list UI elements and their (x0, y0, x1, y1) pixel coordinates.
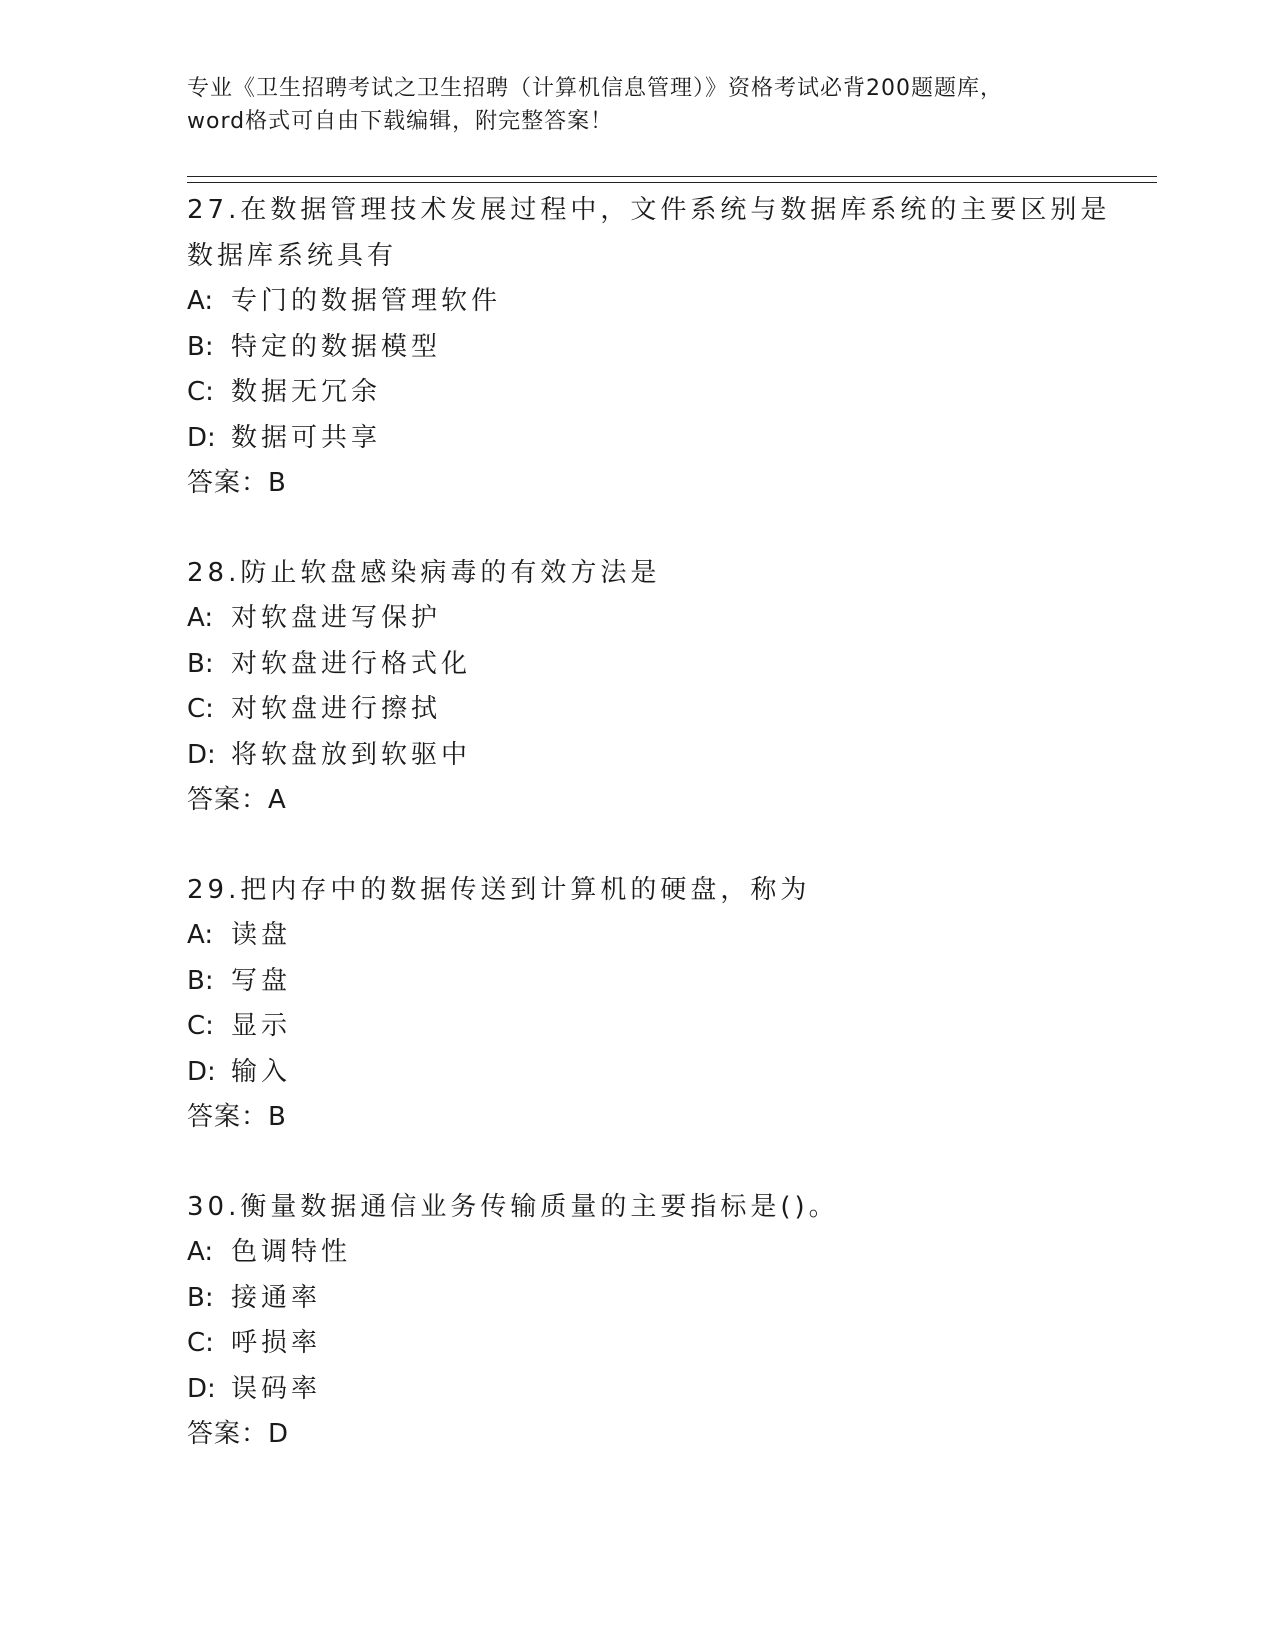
option-text: 特定的数据模型 (231, 331, 442, 362)
option-d (187, 1050, 1147, 1096)
option-text: 对软盘进写保护 (231, 603, 442, 633)
option-label: D: (187, 1056, 216, 1087)
option-text: 数据无冗余 (231, 377, 382, 407)
option-label: C: (187, 1328, 214, 1358)
header-title-line-1: 专业《卫生招聘考试之卫生招聘（计算机信息管理）》资格考试必背200题题库， (187, 76, 1003, 101)
answer-line: 答案：D (187, 1419, 290, 1449)
option-text: 显示 (231, 1011, 292, 1041)
header-title-line-2: word格式可自由下载编辑，附完整答案！ (187, 109, 614, 134)
option-b (187, 959, 1147, 1005)
option-label: C: (187, 1011, 214, 1041)
question-stem-line: 30.衡量数据通信业务传输质量的主要指标是()。 (187, 1191, 839, 1222)
option-text: 数据可共享 (231, 422, 382, 453)
option-c (187, 370, 1147, 416)
option-b (187, 325, 1147, 371)
option-text: 输入 (231, 1056, 292, 1087)
option-a (187, 1230, 1147, 1276)
answer-line: 答案：B (187, 1102, 287, 1132)
question-list (187, 188, 1147, 1502)
option-text: 呼损率 (231, 1328, 322, 1358)
question-stem-line: 29.把内存中的数据传送到计算机的硬盘，称为 (187, 874, 811, 905)
option-text: 读盘 (231, 920, 292, 950)
option-label: B: (187, 331, 214, 362)
option-label: C: (187, 377, 214, 407)
question-30 (187, 1185, 1147, 1458)
header-divider (187, 176, 1157, 183)
option-text: 专门的数据管理软件 (231, 286, 502, 316)
option-d (187, 1367, 1147, 1413)
option-label: A: (187, 920, 214, 950)
option-label: C: (187, 694, 214, 724)
option-text: 将软盘放到软驱中 (231, 739, 472, 770)
option-text: 接通率 (231, 1282, 322, 1313)
option-label: A: (187, 286, 214, 316)
option-b (187, 1276, 1147, 1322)
option-text: 误码率 (231, 1373, 322, 1404)
option-label: A: (187, 1237, 214, 1267)
option-c (187, 687, 1147, 733)
option-label: B: (187, 1282, 214, 1313)
option-c (187, 1321, 1147, 1367)
question-27 (187, 188, 1147, 507)
option-c (187, 1004, 1147, 1050)
option-d (187, 416, 1147, 462)
option-a (187, 279, 1147, 325)
question-stem-line: 28.防止软盘感染病毒的有效方法是 (187, 557, 661, 588)
option-label: D: (187, 739, 216, 770)
option-label: D: (187, 422, 216, 453)
answer-line: 答案：A (187, 785, 287, 815)
question-stem-line: 数据库系统具有 (187, 240, 398, 271)
option-text: 对软盘进行擦拭 (231, 694, 442, 724)
question-29 (187, 868, 1147, 1141)
question-stem-line: 27.在数据管理技术发展过程中，文件系统与数据库系统的主要区别是 (187, 195, 1111, 225)
option-label: A: (187, 603, 214, 633)
option-text: 写盘 (231, 965, 292, 996)
option-label: B: (187, 648, 214, 679)
question-28 (187, 551, 1147, 824)
option-label: D: (187, 1373, 216, 1404)
answer-line: 答案：B (187, 468, 287, 498)
option-b (187, 642, 1147, 688)
option-a (187, 913, 1147, 959)
option-label: B: (187, 965, 214, 996)
document-header (187, 72, 1087, 138)
option-text: 对软盘进行格式化 (231, 648, 472, 679)
option-text: 色调特性 (231, 1237, 352, 1267)
option-a (187, 596, 1147, 642)
option-d (187, 733, 1147, 779)
